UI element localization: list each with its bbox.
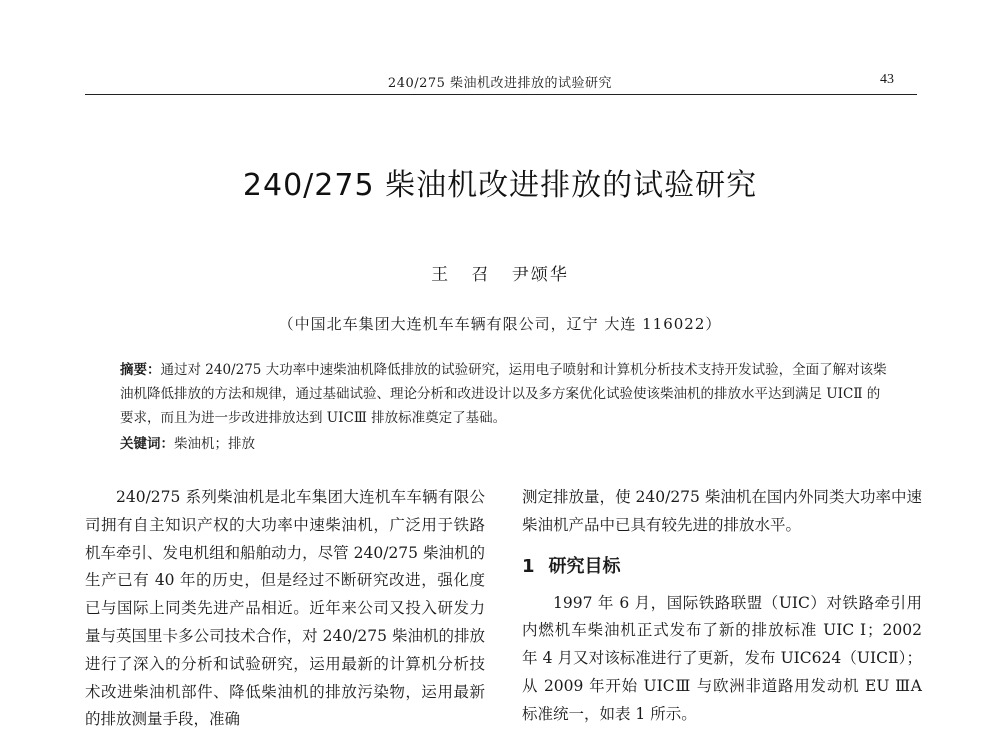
page-number: 43 bbox=[880, 72, 894, 87]
running-title: 240/275 柴油机改进排放的试验研究 bbox=[387, 76, 613, 91]
section-heading bbox=[522, 554, 922, 580]
header-rule bbox=[85, 94, 917, 95]
intro-paragraph-continued: 测定排放量，使 240/275 柴油机在国内外同类大功率中速柴油机产品中已具有较先进的排放水平。 bbox=[522, 488, 922, 534]
section-paragraph: 1997 年 6 月，国际铁路联盟（UIC）对铁路牵引用内燃机车柴油机正式发布了新的排放标准 UIC Ⅰ；2002 年 4 月又对该标准进行了更新，发布 UIC624（UICⅡ）；从 2009 年开始 UICⅢ 与欧洲非道路用发动机 EU ⅢA 标准统一，如表 1 所示。 bbox=[522, 593, 922, 723]
running-header bbox=[0, 70, 1000, 94]
body-column-right bbox=[522, 484, 922, 729]
section-number: 1 bbox=[522, 555, 535, 577]
section-title: 研究目标 bbox=[548, 555, 621, 577]
keywords-text: 柴油机；排放 bbox=[174, 436, 255, 452]
abstract-text: 通过对 240/275 大功率中速柴油机降低排放的试验研究，运用电子喷射和计算机分析技术支持开发试验，全面了解对该柴油机降低排放的方法和规律，通过基础试验、理论分析和改进设计以及多方案优化试验使该柴油机的排放水平达到满足 UICⅡ 的要求，而且为进一步改进排放达到 UICⅢ 排放标准奠定了基础。 bbox=[120, 362, 887, 426]
keywords bbox=[120, 432, 890, 456]
body-column-left bbox=[85, 484, 485, 734]
keywords-label: 关键词： bbox=[120, 436, 174, 452]
article-title: 240/275 柴油机改进排放的试验研究 bbox=[242, 168, 758, 203]
authors: 王 召 尹颂华 bbox=[431, 265, 569, 285]
intro-paragraph: 240/275 系列柴油机是北车集团大连机车车辆有限公司拥有自主知识产权的大功率中速柴油机，广泛用于铁路机车牵引、发电机组和船舶动力，尽管 240/275 柴油机的生产已有 40 年的历史，但是经过不断研究改进，强化度已与国际上同类先进产品相近。近年来公司又投入研发力量与英国里卡多公司技术合作，对 240/275 柴油机的排放进行了深入的分析和试验研究，运用最新的计算机分析技术改进柴油机部件、降低柴油机的排放污染物，运用最新的排放测量手段，准确 bbox=[85, 488, 485, 729]
abstract-label: 摘要： bbox=[120, 362, 161, 378]
affiliation: （中国北车集团大连机车车辆有限公司，辽宁 大连 116022） bbox=[278, 315, 722, 333]
abstract bbox=[120, 358, 890, 430]
